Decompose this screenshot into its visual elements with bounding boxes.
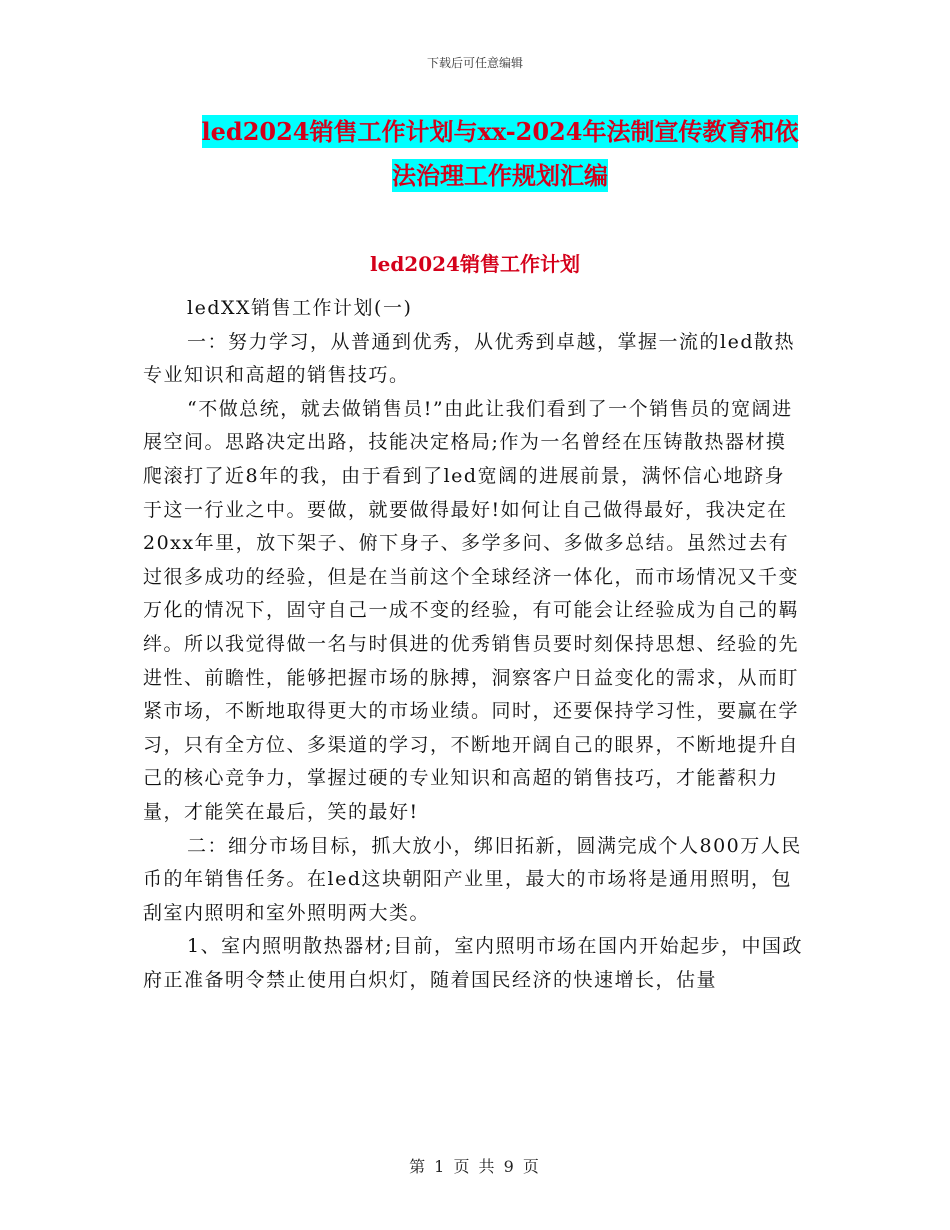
document-title [150,110,850,198]
document-title-line-1: led2024销售工作计划与xx-2024年法制宣传教育和依 [201,117,799,146]
body-text [143,292,803,997]
paragraph-subtitle: ledXX销售工作计划(一) [187,297,413,319]
section-title: led2024销售工作计划 [370,252,580,276]
header-note: 下载后可任意编辑 [426,56,523,70]
document-title-line-2: 法治理工作规划汇编 [392,161,608,190]
paragraph: “不做总统，就去做销售员!”由此让我们看到了一个销售员的宽阔进展空间。思路决定出路，技能决定格局;作为一名曾经在压铸散热器材摸爬滚打了近8年的我，由于看到了led宽阔的进展前景，满怀信心地跻身于这一行业之中。要做，就要做得最好!如何让自己做得最好，我决定在20xx年里，放下架子、俯下身子、多学多问、多做多总结。虽然过去有过很多成功的经验，但是在当前这个全球经济一体化，而市场情况又千变万化的情况下，固守自己一成不变的经验，有可能会让经验成为自己的羁绊。所以我觉得做一名与时俱进的优秀销售员要时刻保持思想、经验的先进性、前瞻性，能够把握市场的脉搏，洞察客户日益变化的需求，从而盯紧市场，不断地取得更大的市场业绩。同时，还要保持学习性，要赢在学习，只有全方位、多渠道的学习，不断地开阔自己的眼界，不断地提升自己的核心竞争力，掌握过硬的专业知识和高超的销售技巧，才能蓄积力量，才能笑在最后，笑的最好! [143,397,800,823]
paragraph: 二：细分市场目标，抓大放小，绑旧拓新，圆满完成个人800万人民币的年销售任务。在led这块朝阳产业里，最大的市场将是通用照明，包刮室内照明和室外照明两大类。 [143,834,802,924]
paragraph: 1、室内照明散热器材;目前，室内照明市场在国内开始起步，中国政府正准备明令禁止使用白炽灯，随着国民经济的快速增长，估量 [143,935,803,991]
paragraph: 一：努力学习，从普通到优秀，从优秀到卓越，掌握一流的led散热专业知识和高超的销售技巧。 [143,330,795,387]
page-number-footer: 第 1 页 共 9 页 [409,1157,541,1176]
